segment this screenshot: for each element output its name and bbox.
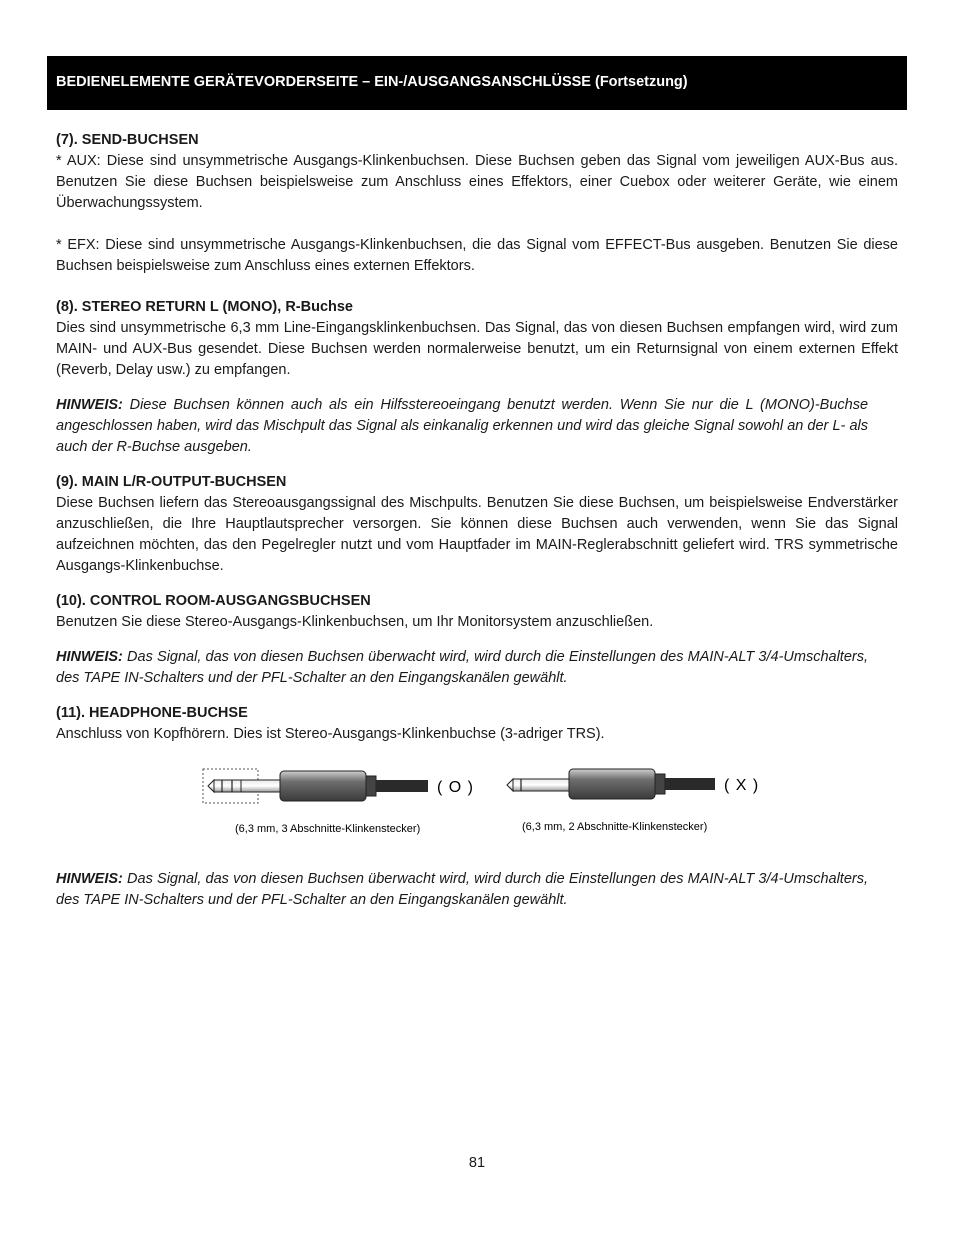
trs-plug-caption: (6,3 mm, 3 Abschnitte-Klinkenstecker) [235, 823, 421, 835]
stereo-return-note-text: Diese Buchsen können auch als ein Hilfsstereoeingang benutzt werden. Wenn Sie nur die L (MONO)-Buchse angeschlossen haben, wird das Mischpult das Signal als einkanalig erkennen und wird das gleiche Signal sowohl an der L- als auch der R-Buchse ausgeben. [56, 397, 869, 455]
trs-plug-icon [203, 769, 428, 803]
headphone-heading: (11). HEADPHONE-BUCHSE [56, 705, 248, 721]
control-room-heading: (10). CONTROL ROOM-AUSGANGSBUCHSEN [56, 593, 371, 609]
headphone-note [56, 869, 868, 911]
send-aux-text: * AUX: Diese sind unsymmetrische Ausgangs-Klinkenbuchsen. Diese Buchsen geben das Signal vom jeweiligen AUX-Bus aus. Benutzen Sie diese Buchsen beispielsweise zum Anschluss eines Effektors, einer Cuebox oder weiterer Geräte, wie einem Überwachungssystem. [56, 153, 898, 211]
note-label: HINWEIS: [56, 649, 123, 665]
ts-plug-icon [507, 769, 715, 799]
control-room-text: Benutzen Sie diese Stereo-Ausgangs-Klinkenbuchsen, um Ihr Monitorsystem anzuschließen. [56, 614, 654, 630]
main-output-heading: (9). MAIN L/R-OUTPUT-BUCHSEN [56, 474, 287, 490]
stereo-return-text: Dies sind unsymmetrische 6,3 mm Line-Eingangsklinkenbuchsen. Das Signal, das von diesen Buchsen empfangen wird, wird zum MAIN- und AUX-Bus gesendet. Diese Buchsen werden normalerweise benutzt, um ein Returnsignal von einem externen Effekt (Reverb, Delay usw.) zu empfangen. [56, 320, 898, 378]
main-output-text: Diese Buchsen liefern das Stereoausgangssignal des Mischpults. Benutzen Sie diese Buchsen, um beispielsweise Endverstärker anzuschließen, die Ihre Hauptlautsprecher versorgen. Sie können diese Buchsen auch verwenden, wenn Sie das Signal aufzeichnen möchten, das den Pegelregler nutzt und vom Hauptfader im MAIN-Reglerabschnitt geliefert wird. TRS symmetrische Ausgangs-Klinkenbuchse. [56, 495, 898, 574]
control-room-note-text: Das Signal, das von diesen Buchsen überwacht wird, wird durch die Einstellungen des MAIN-ALT 3/4-Umschalters, des TAPE IN-Schalters und der PFL-Schalter an den Eingangskanälen gewählt. [56, 649, 868, 686]
section-header-title: BEDIENELEMENTE GERÄTEVORDERSEITE – EIN-/AUSGANGSANSCHLÜSSE (Fortsetzung) [56, 74, 688, 90]
page-content [56, 130, 898, 911]
page-number: 81 [468, 1155, 486, 1171]
note-label: HINWEIS: [56, 397, 123, 413]
ts-plug-caption: (6,3 mm, 2 Abschnitte-Klinkenstecker) [522, 821, 708, 833]
stereo-return-note [56, 395, 868, 458]
plug-figure [56, 763, 898, 841]
section-header-bar [47, 56, 907, 110]
stereo-return-heading: (8). STEREO RETURN L (MONO), R-Buchse [56, 299, 353, 315]
plug-illustration [56, 763, 898, 841]
note-label: HINWEIS: [56, 871, 123, 887]
correct-mark: ( O ) [437, 779, 474, 796]
send-efx-text: * EFX: Diese sind unsymmetrische Ausgangs-Klinkenbuchsen, die das Signal vom EFFECT-Bus ausgeben. Benutzen Sie diese Buchsen beispielsweise zum Anschluss eines externen Effektors. [56, 237, 898, 274]
send-heading: (7). SEND-BUCHSEN [56, 132, 199, 148]
headphone-text: Anschluss von Kopfhörern. Dies ist Stereo-Ausgangs-Klinkenbuchse (3-adriger TRS). [56, 726, 605, 742]
incorrect-mark: ( X ) [724, 777, 760, 794]
headphone-note-text: Das Signal, das von diesen Buchsen überwacht wird, wird durch die Einstellungen des MAIN-ALT 3/4-Umschalters, des TAPE IN-Schalters und der PFL-Schalter an den Eingangskanälen gewählt. [56, 871, 868, 908]
control-room-note [56, 647, 868, 689]
